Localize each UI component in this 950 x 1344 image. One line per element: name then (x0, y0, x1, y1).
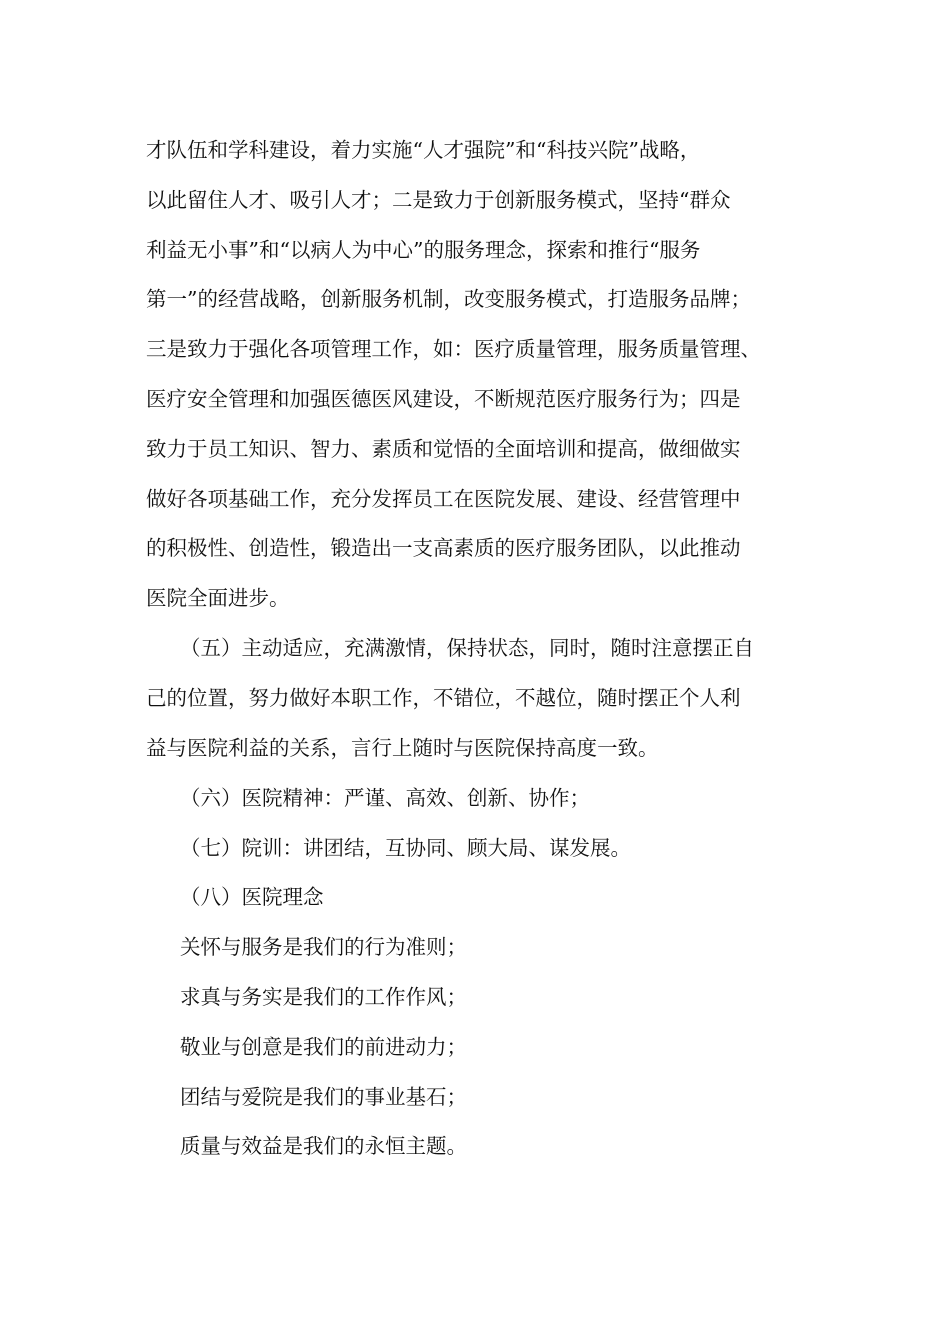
body-text-line: 以此留住人才、吸引人才；二是致力于创新服务模式，坚持“群众 (146, 188, 731, 212)
section-5-line: 益与医院利益的关系，言行上随时与医院保持高度一致。 (146, 736, 659, 760)
philosophy-line: 关怀与服务是我们的行为准则； (180, 935, 467, 959)
section-5-line: （五）主动适应，充满激情，保持状态，同时，随时注意摆正自 (180, 636, 754, 660)
body-text-line: 致力于员工知识、智力、素质和觉悟的全面培训和提高，做细做实 (146, 437, 741, 461)
section-5-line: 己的位置，努力做好本职工作，不错位，不越位，随时摆正个人利 (146, 686, 741, 710)
body-text-line: 医院全面进步。 (146, 586, 290, 610)
section-6-heading: （六）医院精神：严谨、高效、创新、协作； (180, 786, 590, 810)
body-text-line: 第一”的经营战略，创新服务机制，改变服务模式，打造服务品牌； (146, 287, 751, 311)
philosophy-line: 质量与效益是我们的永恒主题。 (180, 1134, 467, 1158)
body-text-line: 三是致力于强化各项管理工作，如：医疗质量管理，服务质量管理、 (146, 337, 761, 361)
body-text-line: 才队伍和学科建设，着力实施“人才强院”和“科技兴院”战略， (146, 138, 701, 162)
section-7-heading: （七）院训：讲团结，互协同、顾大局、谋发展。 (180, 836, 631, 860)
body-text-line: 的积极性、创造性，锻造出一支高素质的医疗服务团队，以此推动 (146, 536, 741, 560)
body-text-line: 做好各项基础工作，充分发挥员工在医院发展、建设、经营管理中 (146, 487, 741, 511)
body-text-line: 利益无小事”和“以病人为中心”的服务理念，探索和推行“服务 (146, 238, 701, 262)
philosophy-line: 求真与务实是我们的工作作风； (180, 985, 467, 1009)
body-text-line: 医疗安全管理和加强医德医风建设，不断规范医疗服务行为；四是 (146, 387, 741, 411)
section-8-heading: （八）医院理念 (180, 885, 324, 909)
philosophy-line: 敬业与创意是我们的前进动力； (180, 1035, 467, 1059)
philosophy-line: 团结与爱院是我们的事业基石； (180, 1085, 467, 1109)
